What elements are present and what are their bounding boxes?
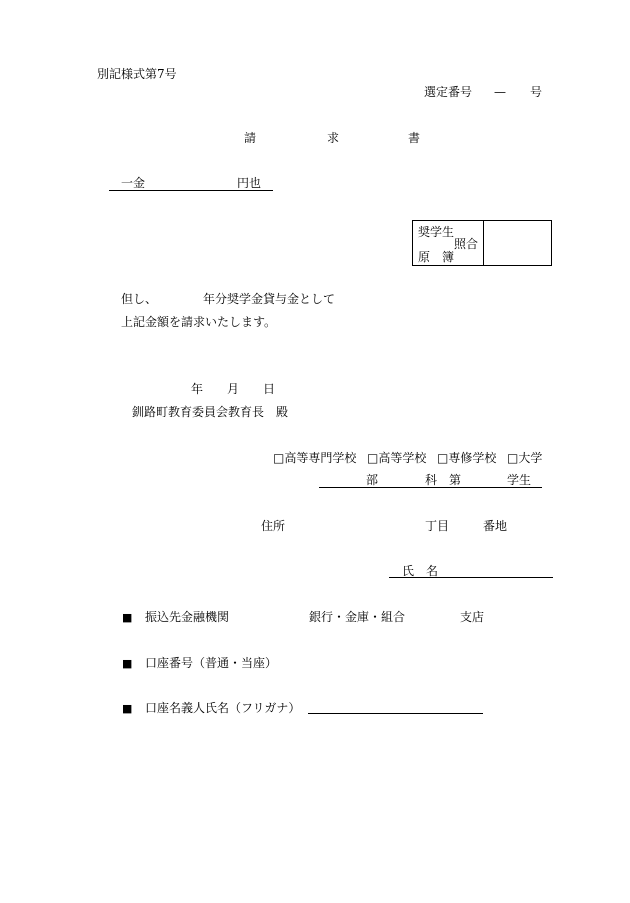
address-chome: 丁目 [425, 519, 450, 533]
account-holder-underline [308, 713, 483, 714]
scholarship-register-check-box [412, 220, 552, 266]
check-box-line-1: 奨学生 [418, 225, 455, 239]
account-number-bullet-icon: ■ [122, 657, 133, 670]
selection-number-dash: — [494, 85, 506, 99]
check-box-line-2: 照合 [454, 237, 479, 251]
school-type-university: □大学 [507, 451, 543, 465]
school-type-vocational-school: □専修学校 [437, 451, 497, 465]
date-day: 日 [263, 382, 276, 396]
affiliation-course: 科 [425, 473, 438, 487]
date-year: 年 [191, 382, 204, 396]
checkbox-icon: □ [273, 451, 285, 465]
statement-purpose: 年分奨学金貸与金として [203, 292, 336, 306]
checkbox-icon: □ [437, 451, 449, 465]
address-banchi: 番地 [483, 519, 508, 533]
selection-number-label: 選定番号 [424, 85, 473, 99]
account-holder-label: 口座名義人氏名（フリガナ） [145, 701, 301, 715]
bank-label: 振込先金融機関 [145, 610, 230, 624]
title-char-1: 請 [244, 131, 257, 145]
bank-types: 銀行・金庫・組合 [309, 610, 406, 624]
checkbox-icon: □ [367, 451, 379, 465]
affiliation-underline [319, 487, 542, 488]
selection-number-suffix: 号 [530, 85, 543, 99]
form-label: 別記様式第7号 [97, 67, 177, 81]
affiliation-grade-suffix: 学生 [507, 473, 532, 487]
check-box-divider [483, 221, 484, 265]
check-box-line-3: 原 簿 [418, 250, 455, 264]
account-holder-bullet-icon: ■ [122, 702, 133, 715]
date-month: 月 [227, 382, 240, 396]
affiliation-department: 部 [366, 473, 379, 487]
address-label: 住所 [261, 519, 286, 533]
title-char-3: 書 [408, 131, 421, 145]
title-char-2: 求 [327, 131, 340, 145]
name-underline [389, 577, 553, 578]
affiliation-grade-prefix: 第 [449, 473, 462, 487]
amount-underline [109, 190, 273, 191]
addressee: 釧路町教育委員会教育長 殿 [132, 405, 289, 419]
statement-prefix: 但し、 [121, 292, 158, 306]
account-number-label: 口座番号（普通・当座） [145, 656, 278, 670]
bank-bullet-icon: ■ [122, 611, 133, 624]
statement-request: 上記金額を請求いたします。 [121, 315, 277, 329]
name-label: 氏 名 [402, 564, 439, 578]
school-type-technical-college: □高等専門学校 [273, 451, 357, 465]
amount-prefix: 一金 [121, 176, 146, 190]
amount-unit: 円也 [237, 176, 262, 190]
school-type-high-school: □高等学校 [367, 451, 427, 465]
bank-branch: 支店 [460, 610, 485, 624]
checkbox-icon: □ [507, 451, 519, 465]
